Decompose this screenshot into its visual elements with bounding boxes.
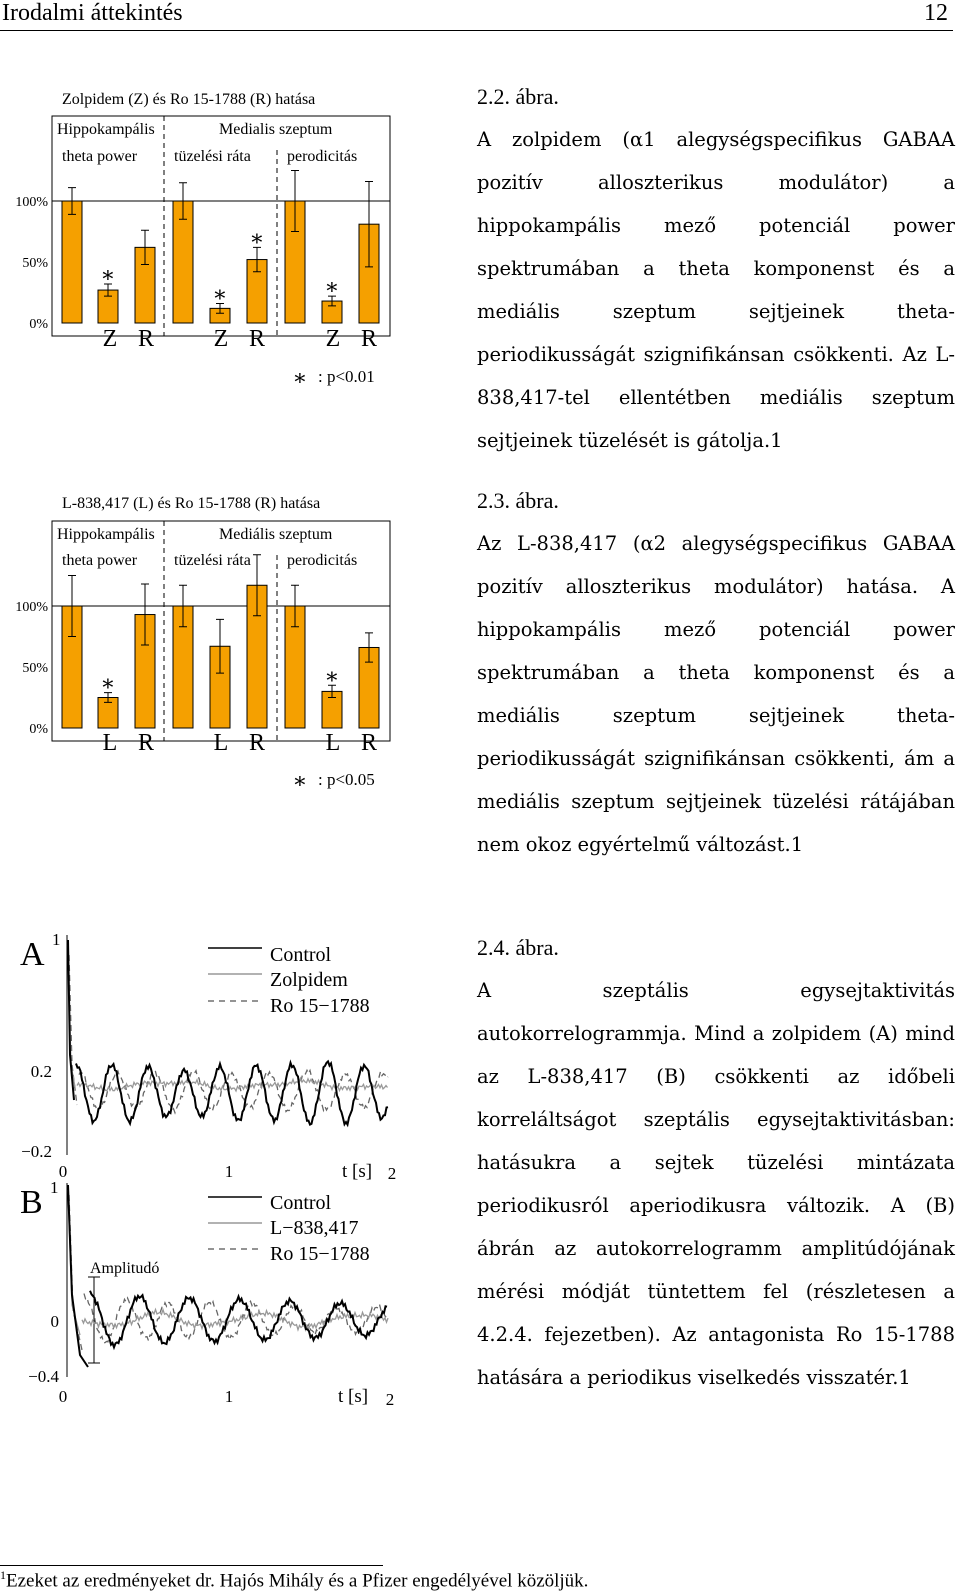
footnote-mark: 1 [0,1568,6,1582]
fig23-legend-symbol: ∗ [292,768,308,793]
significance-marker: ∗ [100,670,116,696]
fig23-caption [477,480,955,866]
fig22-group2-line2b: perodicitás [287,148,358,165]
fig22-ytick-50: 50% [22,256,48,271]
significance-marker: ∗ [100,261,116,287]
fig23-caption-number: 2.3. ábra. [477,488,559,513]
fig23-group1-line1: Hippokampális [57,526,155,543]
fig23-title: L-838,417 (L) és Ro 15-1788 (R) hatása [62,495,321,512]
fig24-caption-number: 2.4. ábra. [477,935,559,960]
fig22-ytick-0: 0% [29,317,48,332]
fig24-panelB-xtick: 0 [58,1387,68,1406]
fig24-panelB-ytick: −0.4 [28,1367,59,1386]
page-number: 12 [924,0,948,26]
fig24-caption-text: A szeptális egysejtaktivitás autokorrelogrammja. Mind a zolpidem (A) mind az L-838,417 (B) csökkenti az időbeli korreláltságot szeptális egysejtaktivitásban: hatásukra a sejtek tüzelési mintázata periodikusról aperiodikusra változik. A (B) ábrán az autokorrelogramm amplitúdójának mérési módját tüntettem fel (részletesen a 4.2.4. fejezetben). Az antagonista Ro 15-1788 hatására a periodikus viselkedés visszatér.1 [477,979,955,1389]
fig24-panelB-legend-item: Control [270,1192,332,1214]
fig24-panelA-ytick: −0.2 [21,1142,52,1161]
fig22-xlabel: Z [213,326,229,352]
fig24-panelA-ytick: 0.2 [30,1062,52,1081]
fig24-panelA-xtick: 0 [58,1162,68,1181]
fig24-panelB-ytop: 1 [50,1178,59,1197]
fig24-panelB-xtick: 2 [385,1390,395,1409]
fig23-xlabel: R [360,730,378,756]
fig23-xlabel: L [102,730,118,756]
significance-marker: ∗ [324,274,340,300]
fig24-panelA-legend-item: Control [270,944,332,966]
fig22-xlabel: Z [102,326,118,352]
fig24-panelA-legend-item: Zolpidem [270,969,348,991]
footnote-rule [0,1565,383,1566]
fig23-group2-line2a: tüzelési ráta [174,552,251,569]
fig22-xlabel: R [137,326,155,352]
fig23-group2-line1: Mediális szeptum [219,526,333,543]
fig23-ytick-100: 100% [15,600,48,615]
fig23-xlabel: R [248,730,266,756]
fig24-panelA-legend-item: Ro 15−1788 [270,995,370,1017]
fig22-group1-line1: Hippokampális [57,121,155,138]
fig23-group2-line2b: perodicitás [287,552,358,569]
fig24-panelA-ytop: 1 [52,930,61,949]
figure-2-4-autocorrelograms [0,915,430,1410]
fig22-legend-text: : p<0.01 [318,367,375,386]
fig22-legend-symbol: ∗ [292,365,308,390]
footnote-text: Ezeket az eredményeket dr. Hajós Mihály és a Pfizer engedélyével közöljük. [6,1570,589,1592]
significance-marker: ∗ [212,281,228,307]
fig22-title: Zolpidem (Z) és Ro 15-1788 (R) hatása [62,91,316,108]
footnote [0,1568,588,1592]
bar [62,201,82,323]
fig24-panelB-legend-item: L−838,417 [270,1217,359,1239]
significance-marker: ∗ [324,663,340,689]
fig23-ytick-0: 0% [29,722,48,737]
fig22-xlabel: R [248,326,266,352]
fig22-bars [62,171,379,324]
fig22-xlabel: R [360,326,378,352]
fig22-caption-text: A zolpidem (α1 alegységspecifikus GABAA pozitív alloszterikus modulátor) a hippokampális mező potenciál power spektrumában a theta komponenst és a mediális szeptum sejtjeinek theta-periodikusságát szignifikánsan csökkenti. Az L-838,417-tel ellentétben mediális szeptum sejtjeinek tüzelését is gátolja.1 [477,128,955,452]
running-header-section: Irodalmi áttekintés [2,0,183,26]
header-rule [0,30,953,31]
fig23-xlabel: L [213,730,229,756]
fig23-legend-text: : p<0.05 [318,770,375,789]
fig24-panelB-legend-item: Ro 15−1788 [270,1243,370,1265]
fig22-caption-number: 2.2. ábra. [477,84,559,109]
fig24-panelB-letter: B [20,1184,43,1221]
significance-marker: ∗ [249,225,265,251]
fig23-ytick-50: 50% [22,661,48,676]
fig23-caption-text: Az L-838,417 (α2 alegységspecifikus GABAA pozitív alloszterikus modulátor) hatása. A hippokampális mező potenciál power spektrumában a theta komponenst és a mediális szeptum sejtjeinek theta-periodikusságát szignifikánsan csökkenti, ám a mediális szeptum sejtjeinek tüzelési rátájában nem okoz egyértelmű változást.1 [477,532,955,856]
fig24-panelB-ytick: 0 [50,1312,59,1331]
fig24-panelA-letter: A [20,936,45,973]
fig24-panelA-xtick: 2 [387,1164,397,1183]
fig24-panelB-annotation: Amplitudó [90,1260,160,1277]
fig24-panelB-xtick: 1 [224,1387,234,1406]
figure-2-2-bar-chart [0,80,420,395]
fig23-xlabel: R [137,730,155,756]
fig22-caption [477,76,955,462]
fig24-panelB-xlabel: t [s] [338,1386,369,1407]
fig24-caption [477,927,955,1399]
fig23-group1-line2: theta power [62,552,138,569]
fig24-panelA-xlabel: t [s] [342,1161,373,1182]
figure-2-3-bar-chart [0,485,420,800]
fig22-group2-line2a: tüzelési ráta [174,148,251,165]
fig22-group2-line1: Medialis szeptum [219,121,333,138]
fig23-xlabel: L [325,730,341,756]
fig22-ytick-100: 100% [15,195,48,210]
fig22-group1-line2: theta power [62,148,138,165]
fig24-panelA-xtick: 1 [224,1162,234,1181]
fig22-xlabel: Z [325,326,341,352]
fig23-bars [62,555,379,728]
